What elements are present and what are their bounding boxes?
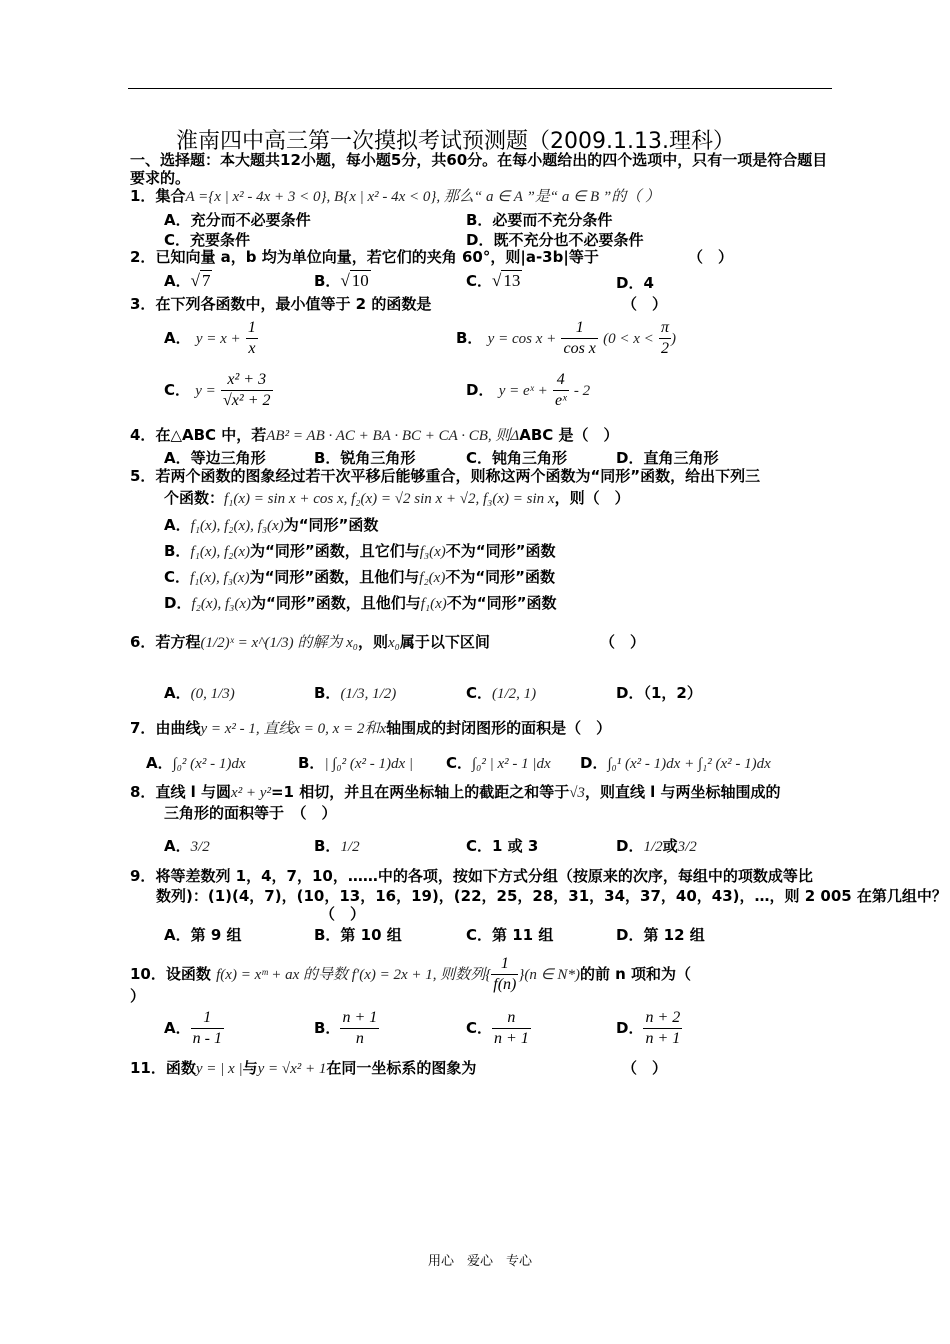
q10-a-num: 1 [191,1008,224,1029]
q10-c-num: n [492,1008,531,1029]
q7-b-math: | ∫₀² (x² - 1)dx | [324,756,414,772]
q7-option-c [446,752,551,773]
q10-a-den: n - 1 [192,1030,222,1047]
q4-math: AB² = AB · AC + BA · BC + CA · CB, 则Δ [266,428,520,444]
q3-b-math: y = cos x + [487,331,557,347]
q2-number: 2． [130,248,156,266]
q10-math2: }(n ∈ N*) [518,967,580,983]
q8-tail: =1 相切，并且在两坐标轴上的截距之和等于 [270,783,570,801]
q8-stem: 直线 l 与圆 [155,783,232,801]
q5-c-text2: 不为“同形”函数 [445,568,556,586]
q9-option-a: A．第 9 组 [164,926,242,944]
q3-b-num: 1 [561,318,597,339]
q6-number: 6． [130,633,156,651]
q2-a-value: √ 7 [190,271,211,290]
q10-b-fraction [340,1008,379,1049]
q5-d-math: f₂(x), f₃(x) [191,596,252,612]
q10-tail: 的前 n 项和为（ [579,965,692,983]
q2-c-radicand: 13 [503,271,521,290]
q3-option-a [164,318,258,359]
q3-d-label: D． [466,381,494,399]
q11-math2: y = √x² + 1 [257,1061,327,1077]
q7-number: 7． [130,719,156,737]
q2-stem: 已知向量 a，b 均为单位向量，若它们的夹角 60°，则|a-3b|等于 [155,248,599,266]
q3-d-math: y = eˣ + [498,383,548,399]
q11-number: 11． [130,1059,166,1077]
q8-d-text: 或 [662,837,678,855]
q7-d-math: ∫₀¹ (x² - 1)dx + ∫₁² (x² - 1)dx [607,756,771,772]
q8-stem2: 三角形的面积等于 [164,804,285,822]
q5-stem: 若两个函数的图象经过若干次平移后能够重合，则称这两个函数为“同形”函数，给出下列三 [155,467,761,485]
q2-b-label: B． [314,272,341,290]
page-title: 淮南四中高三第一次摸拟考试预测题（2009.1.13.理科） [176,129,735,154]
q6-c-label: C． [466,684,493,702]
question-2 [130,247,599,267]
question-5 [130,466,760,486]
q5-b-text2: 不为“同形”函数 [445,542,556,560]
q7-b-label: B． [298,754,325,772]
q8-option-c: C．1 或 3 [466,837,539,855]
q7-d-label: D． [580,754,608,772]
q6-stem: 若方程 [155,633,201,651]
q6-option-c [466,682,536,703]
q5-option-a [164,514,378,535]
q6-c-math: (1/2, 1) [492,686,537,702]
q3-a-math: y = x + [195,331,241,347]
q10-a-label: A． [164,1019,191,1037]
q10-paren-close: ） [130,987,146,1005]
q9-option-c: C．第 11 组 [466,926,554,944]
q7-c-math: ∫₀² | x² - 1 |dx [472,756,551,772]
q3-stem: 在下列各函数中，最小值等于 2 的函数是 [155,295,432,313]
q10-option-b [314,1008,379,1049]
q9-option-d: D．第 12 组 [616,926,705,944]
q9-option-b: B．第 10 组 [314,926,402,944]
q5-a-text: 为“同形”函数 [283,516,379,534]
q3-d-den: eˣ [554,392,567,409]
q8-option-b [314,835,360,856]
q3-b-domain: (0 < x < [603,331,654,347]
q2-option-a [164,270,212,291]
q10-math: f(x) = xᵐ + ax 的导数 f′(x) = 2x + 1, 则数列{ [216,967,492,983]
q7-stem: 由曲线 [155,719,201,737]
q7-c-label: C． [446,754,473,772]
q3-b-pi-fraction [659,318,671,359]
q10-fraction [491,954,518,995]
q5-math: f₁(x) = sin x + cos x, f₂(x) = √2 sin x + √2, f₃(x) = sin x [224,491,555,507]
q6-math2: x₀ [388,635,400,651]
question-6 [130,632,490,653]
q8-math2: √3 [569,785,585,801]
q5-c-text: 为“同形”函数，且他们与 [249,568,420,586]
question-8 [130,782,781,803]
q9-stem: 将等差数列 1，4，7，10，……中的各项，按如下方式分组（按原来的次序，每组中的项数成等比 [155,867,813,885]
q3-b-close: ) [671,331,677,347]
q3-a-label: A． [164,329,191,347]
q4-tail: ABC 是（ ） [519,426,619,444]
q3-d-tail: - 2 [573,383,591,399]
q1-option-b: B．必要而不充分条件 [466,211,613,229]
q3-c-den: √x² + 2 [223,392,271,409]
q7-a-label: A． [146,754,173,772]
q5-tail: ，则（ ） [554,489,630,507]
q6-option-a [164,682,235,703]
q9-paren: （ ） [320,905,366,923]
q4-option-b: B．锐角三角形 [314,449,416,467]
q3-option-c [164,370,273,411]
q1-option-a: A．充分而不必要条件 [164,211,311,229]
q4-option-c: C．钝角三角形 [466,449,568,467]
q5-b-text: 为“同形”函数，且它们与 [250,542,420,560]
q3-b-fraction [561,318,597,359]
q6-b-label: B． [314,684,341,702]
q2-paren: （ ） [688,248,734,266]
q2-b-radicand: 10 [351,271,369,290]
q5-d-label: D． [164,594,192,612]
q11-stem: 函数 [165,1059,196,1077]
q10-c-den: n + 1 [494,1030,529,1047]
q1-number: 1． [130,187,156,205]
q10-stem: 设函数 [165,965,211,983]
q4-number: 4． [130,426,156,444]
q3-b-label: B． [456,329,483,347]
q4-option-a: A．等边三角形 [164,449,266,467]
question-9 [130,866,813,886]
q7-math: y = x² - 1, 直线x = 0, x = 2和x [200,721,387,737]
question-4 [130,425,619,446]
q10-option-a [164,1008,224,1049]
q6-paren: （ ） [600,633,646,651]
q5-b-math2: f₃(x) [419,544,446,560]
q6-option-d: D．（1，2） [616,684,702,702]
q10-a-fraction [191,1008,224,1049]
q2-b-value: √ 10 [340,271,369,290]
q8-b-label: B． [314,837,341,855]
q10-d-label: D． [616,1019,644,1037]
q11-math: y = | x | [195,1061,243,1077]
q2-c-value: √ 13 [492,271,521,290]
q5-option-b [164,540,555,561]
q5-a-math: f₁(x), f₂(x), f₃(x) [190,518,284,534]
question-1 [130,186,660,207]
q11-tail2: 在同一坐标系的图象为 [326,1059,477,1077]
q10-b-num: n + 1 [340,1008,379,1029]
q9-number: 9． [130,867,156,885]
q7-option-a [146,752,245,773]
page-footer: 用心 爱心 专心 [428,1254,533,1269]
q8-stem-line2 [164,803,337,823]
q6-a-math: (0, 1/3) [190,686,235,702]
q5-d-text: 为“同形”函数，且他们与 [251,594,421,612]
q7-a-math: ∫₀² (x² - 1)dx [172,756,246,772]
q1-option-d: D．既不充分也不必要条件 [466,231,644,249]
q8-paren: （ ） [299,804,337,822]
q2-option-b [314,270,371,291]
q5-c-math2: f₂(x) [419,570,446,586]
q10-number: 10． [130,965,166,983]
q8-a-math: 3/2 [190,839,210,855]
q8-tail2: ，则直线 l 与两坐标轴围成的 [584,783,781,801]
q10-d-num: n + 2 [643,1008,682,1029]
q1-option-c: C．充要条件 [164,231,251,249]
q7-option-b [298,752,413,773]
q3-b-pi-den: 2 [661,340,670,357]
question-10 [130,954,691,995]
q10-c-fraction [492,1008,531,1049]
q6-option-b [314,682,396,703]
q8-b-math: 1/2 [340,839,360,855]
q2-option-d: D．4 [616,274,654,292]
q5-a-label: A． [164,516,191,534]
q8-number: 8． [130,783,156,801]
q3-c-num: x² + 3 [221,370,272,391]
q5-b-label: B． [164,542,191,560]
q3-a-fraction [246,318,258,359]
q10-option-c [466,1008,531,1049]
q10-option-d [616,1008,682,1049]
q3-b-den: cos x [563,340,596,357]
q1-math: A ={x | x² - 4x + 3 < 0}, B{x | x² - 4x < 0}, 那么“ a ∈ A ”是“ a ∈ B ”的（ ） [185,189,660,205]
q8-option-a [164,835,210,856]
q5-d-math2: f₁(x) [420,596,447,612]
q5-option-d [164,592,556,613]
q5-c-math: f₁(x), f₃(x) [190,570,250,586]
q6-tail: ，则 [357,633,388,651]
q3-number: 3． [130,295,156,313]
q3-b-pi-num: π [659,318,671,339]
q2-option-c [466,270,522,291]
q8-math: x² + y² [231,785,271,801]
q4-option-d: D．直角三角形 [616,449,719,467]
q6-tail2: 属于以下区间 [399,633,490,651]
q3-a-den: x [248,340,256,357]
q5-d-text2: 不为“同形”函数 [446,594,557,612]
q11-tail: 与 [242,1059,258,1077]
q8-a-label: A． [164,837,191,855]
question-7 [130,718,611,739]
q3-c-fraction [221,370,272,411]
q3-a-num: 1 [246,318,258,339]
q5-number: 5． [130,467,156,485]
q8-option-d [616,835,697,856]
q10-d-fraction [643,1008,682,1049]
q5-b-math: f₁(x), f₂(x) [190,544,250,560]
q10-b-den: n [355,1030,364,1047]
q11-paren: （ ） [622,1059,668,1077]
q2-a-radicand: 7 [201,271,211,290]
q8-d-label: D． [616,837,644,855]
q3-c-label: C． [164,381,191,399]
q3-option-d [466,370,590,411]
q2-a-label: A． [164,272,191,290]
question-3 [130,294,431,314]
q4-stem: 在△ABC 中，若 [155,426,267,444]
q2-c-label: C． [466,272,493,290]
q9-stem-line2: 数列)：(1)(4，7)，(10，13，16，19)，(22，25，28，31，34，37，40，43)，…，则 2 005 在第几组中？ [156,887,947,905]
q5-stem-line2 [164,488,630,509]
header-rule [128,88,832,89]
q1-stem: 集合 [155,187,186,205]
q7-option-d [580,752,771,773]
q10-c-label: C． [466,1019,493,1037]
q3-option-b [456,318,676,359]
q10-den: f(n) [493,976,517,993]
q6-math: (1/2)ˣ = x^(1/3) 的解为 x₀ [200,635,358,651]
q10-num: 1 [491,954,518,975]
q8-d-math: 1/2 [643,839,663,855]
q6-a-label: A． [164,684,191,702]
q3-d-fraction [553,370,569,411]
question-11 [130,1058,476,1079]
q5-c-label: C． [164,568,191,586]
q10-d-den: n + 1 [645,1030,681,1047]
q6-b-math: (1/3, 1/2) [340,686,397,702]
q3-c-math: y = [195,383,216,399]
q8-d-math2: 3/2 [677,839,697,855]
q10-b-label: B． [314,1019,341,1037]
q7-tail: 轴围成的封闭图形的面积是（ ） [386,719,612,737]
q5-stem2: 个函数： [164,489,225,507]
q5-option-c [164,566,555,587]
q3-d-num: 4 [553,370,569,391]
section-instructions: 一、选择题：本大题共12小题，每小题5分，共60分。在每小题给出的四个选项中，只有一项是符合题目要求的。 [130,151,828,187]
q3-paren: （ ） [622,295,668,313]
